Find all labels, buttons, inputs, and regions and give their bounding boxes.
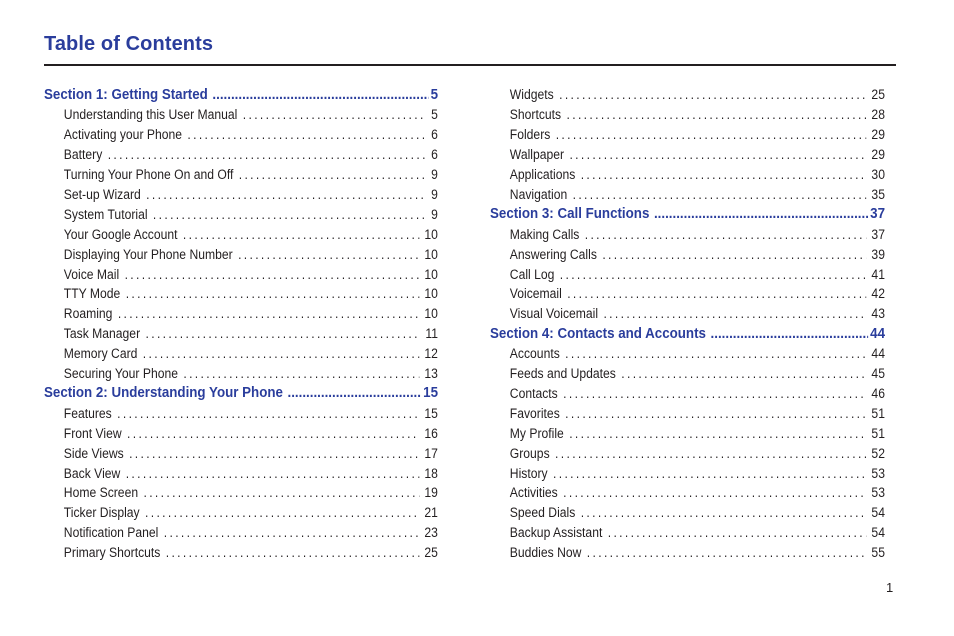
dot-leader: [117, 406, 419, 421]
page-reference: 9: [431, 187, 438, 202]
toc-entry[interactable]: [44, 463, 438, 483]
toc-entry[interactable]: [44, 264, 438, 284]
toc-section-heading[interactable]: [44, 383, 438, 403]
dot-leader: [187, 127, 425, 142]
page-reference: 18: [424, 465, 438, 481]
dot-leader: [559, 87, 866, 102]
toc-entry[interactable]: [44, 344, 438, 364]
dot-leader: [553, 466, 866, 481]
page-reference: 10: [424, 226, 438, 242]
entry-title: Set-up Wizard: [63, 187, 141, 202]
dot-leader: [126, 286, 419, 301]
page-reference: 9: [431, 206, 438, 222]
entry-title: Task Manager: [63, 326, 141, 342]
toc-entry[interactable]: [490, 523, 885, 543]
dot-leader: [183, 366, 419, 381]
page-reference: 28: [871, 107, 885, 123]
page-reference: 5: [431, 107, 438, 123]
toc-entry[interactable]: [44, 543, 438, 563]
page-reference: 39: [871, 246, 885, 262]
toc-entry[interactable]: [490, 224, 885, 244]
title-divider: [44, 64, 896, 66]
entry-title: Voice Mail: [63, 266, 120, 282]
dot-leader: [602, 247, 866, 262]
page-reference: 53: [871, 465, 885, 481]
page-reference: 5: [430, 87, 439, 103]
section-title: Section 3: Call Functions: [490, 206, 650, 223]
dot-leader: [143, 485, 419, 500]
entry-title: Home Screen: [63, 485, 139, 501]
page-reference: 6: [431, 147, 438, 163]
entry-title: Displaying Your Phone Number: [63, 246, 233, 262]
toc-entry[interactable]: [490, 384, 885, 404]
toc-entry[interactable]: [44, 523, 438, 543]
dot-leader: [238, 247, 419, 262]
toc-entry[interactable]: [490, 463, 885, 483]
page-reference: 29: [871, 127, 885, 143]
dot-leader: [569, 147, 866, 162]
entry-title: Feeds and Updates: [509, 366, 616, 382]
dot-leader: [563, 485, 866, 500]
page-reference: 13: [424, 366, 438, 382]
page-reference: 15: [424, 405, 438, 421]
page-reference: 35: [871, 186, 885, 202]
toc-section-heading[interactable]: [44, 85, 438, 105]
entry-title: Activities: [509, 485, 558, 501]
section-title: Section 2: Understanding Your Phone: [44, 385, 283, 402]
page-reference: 55: [871, 545, 885, 561]
dot-leader: [567, 286, 866, 301]
entry-title: Shortcuts: [509, 107, 562, 123]
page-reference: 6: [431, 127, 438, 143]
page-reference: 44: [870, 325, 886, 342]
toc-entry[interactable]: [490, 264, 885, 284]
toc-entry[interactable]: [490, 165, 885, 185]
toc-entry[interactable]: [44, 503, 438, 523]
toc-entry[interactable]: [490, 184, 885, 204]
toc-entry[interactable]: [490, 304, 885, 324]
entry-title: Features: [63, 405, 112, 421]
dot-leader: [608, 525, 866, 540]
entry-title: Buddies Now: [509, 545, 582, 561]
toc-entry[interactable]: [44, 125, 438, 145]
toc-entry[interactable]: [490, 364, 885, 384]
page-reference: 42: [871, 286, 885, 302]
dot-leader: [565, 406, 866, 421]
entry-title: Memory Card: [63, 346, 138, 362]
entry-title: Primary Shortcuts: [63, 545, 161, 561]
toc-entry[interactable]: [490, 423, 885, 443]
page-reference: 12: [424, 346, 438, 362]
dot-leader: [118, 306, 419, 321]
entry-title: Making Calls: [509, 226, 580, 242]
page-reference: 21: [424, 505, 438, 521]
toc-section-heading[interactable]: [490, 324, 885, 344]
dot-leader: [129, 446, 419, 461]
entry-title: Contacts: [509, 386, 558, 402]
toc-entry[interactable]: [490, 105, 885, 125]
entry-title: Speed Dials: [509, 505, 576, 521]
entry-title: Answering Calls: [509, 246, 597, 262]
dot-leader: [243, 107, 426, 122]
page-reference: 19: [424, 485, 438, 501]
toc-entry[interactable]: [490, 85, 885, 105]
dot-leader: [711, 326, 869, 342]
toc-entry[interactable]: [490, 344, 885, 364]
page-reference: 37: [870, 206, 886, 223]
toc-entry[interactable]: [490, 503, 885, 523]
toc-entry[interactable]: [490, 443, 885, 463]
dot-leader: [573, 187, 866, 202]
dot-leader: [581, 167, 866, 182]
entry-title: Your Google Account: [63, 226, 178, 242]
entry-title: TTY Mode: [63, 286, 121, 302]
page-title: Table of Contents: [44, 33, 214, 55]
entry-title: Folders: [509, 127, 551, 143]
dot-leader: [585, 227, 866, 242]
page-reference: 43: [871, 306, 885, 322]
dot-leader: [108, 147, 426, 162]
page-reference: 16: [424, 425, 438, 441]
dot-leader: [183, 227, 419, 242]
entry-title: Wallpaper: [509, 147, 565, 163]
entry-title: System Tutorial: [63, 206, 148, 222]
page-reference: 54: [871, 505, 885, 521]
page-reference: 25: [871, 87, 885, 103]
entry-title: Ticker Display: [63, 505, 140, 521]
toc-entry[interactable]: [490, 483, 885, 503]
page-reference: 30: [871, 167, 885, 182]
toc-entry[interactable]: [44, 483, 438, 503]
toc-entry[interactable]: [490, 543, 885, 563]
toc-entry[interactable]: [44, 204, 438, 224]
dot-leader: [288, 385, 422, 401]
toc-entry[interactable]: [44, 304, 438, 324]
dot-leader: [127, 426, 419, 441]
dot-leader: [565, 346, 866, 361]
dot-leader: [145, 505, 419, 520]
entry-title: Voicemail: [509, 286, 562, 302]
dot-leader: [164, 525, 419, 540]
toc-entry[interactable]: [44, 185, 438, 205]
page-reference: 9: [431, 167, 438, 183]
entry-title: Navigation: [509, 186, 568, 202]
toc-entry[interactable]: [44, 324, 438, 344]
dot-leader: [569, 426, 866, 441]
section-title: Section 4: Contacts and Accounts: [490, 325, 706, 342]
entry-title: Favorites: [509, 405, 560, 421]
toc-right-column: [490, 85, 885, 563]
page-reference: 44: [871, 346, 885, 362]
toc-entry[interactable]: [490, 244, 885, 264]
page-reference: 10: [424, 286, 438, 302]
entry-title: Groups: [509, 445, 550, 461]
toc-entry[interactable]: [44, 284, 438, 304]
dot-leader: [563, 386, 866, 401]
dot-leader: [146, 326, 420, 341]
page-reference: 51: [871, 425, 885, 441]
toc-entry[interactable]: [490, 145, 885, 165]
toc-entry[interactable]: [490, 125, 885, 145]
entry-title: Understanding this User Manual: [63, 107, 238, 123]
entry-title: Backup Assistant: [509, 525, 603, 541]
dot-leader: [143, 346, 419, 361]
page-reference: 51: [871, 405, 885, 421]
entry-title: Securing Your Phone: [63, 366, 178, 382]
page-reference: 45: [871, 366, 885, 382]
toc-entry[interactable]: [44, 224, 438, 244]
dot-leader: [166, 545, 419, 560]
toc-entry[interactable]: [44, 165, 438, 185]
dot-leader: [587, 545, 866, 560]
toc-entry[interactable]: [44, 403, 438, 423]
entry-title: Back View: [63, 465, 121, 481]
toc-entry[interactable]: [44, 105, 438, 125]
dot-leader: [212, 87, 428, 103]
page-reference: 23: [424, 525, 438, 541]
section-title: Section 1: Getting Started: [44, 87, 208, 103]
page-number: 1: [886, 580, 894, 595]
toc-entry[interactable]: [44, 244, 438, 264]
entry-title: Turning Your Phone On and Off: [63, 167, 234, 183]
dot-leader: [560, 267, 866, 282]
page-reference: 54: [871, 525, 885, 541]
toc-entry[interactable]: [490, 403, 885, 423]
toc-section-heading[interactable]: [490, 204, 885, 224]
toc-entry[interactable]: [44, 423, 438, 443]
entry-title: Applications: [509, 167, 576, 182]
dot-leader: [567, 107, 867, 122]
toc-entry[interactable]: [44, 364, 438, 384]
dot-leader: [153, 207, 426, 222]
page-reference: 10: [424, 266, 438, 282]
page-reference: 41: [871, 266, 885, 282]
page-reference: 52: [871, 445, 885, 461]
dot-leader: [125, 267, 419, 282]
entry-title: Activating your Phone: [63, 127, 183, 143]
dot-leader: [621, 366, 866, 381]
entry-title: Widgets: [509, 87, 554, 103]
page-reference: 37: [871, 226, 885, 242]
dot-leader: [581, 505, 866, 520]
dot-leader: [126, 466, 419, 481]
dot-leader: [146, 187, 426, 202]
toc-entry[interactable]: [44, 443, 438, 463]
entry-title: Side Views: [63, 445, 124, 461]
dot-leader: [555, 446, 866, 461]
page-reference: 46: [871, 386, 885, 402]
entry-title: Visual Voicemail: [509, 306, 599, 322]
entry-title: Front View: [63, 425, 122, 441]
page-reference: 15: [423, 385, 439, 402]
dot-leader: [654, 206, 868, 222]
toc-entry[interactable]: [44, 145, 438, 165]
page-reference: 53: [871, 485, 885, 501]
page-reference: 25: [424, 545, 438, 561]
toc-entry[interactable]: [490, 284, 885, 304]
entry-title: My Profile: [509, 425, 564, 441]
entry-title: Call Log: [509, 266, 555, 282]
dot-leader: [603, 306, 866, 321]
page-reference: 17: [424, 445, 438, 461]
dot-leader: [239, 167, 426, 182]
entry-title: Notification Panel: [63, 525, 159, 541]
dot-leader: [556, 127, 866, 142]
page-reference: 11: [425, 326, 438, 342]
entry-title: Battery: [63, 147, 103, 163]
entry-title: Roaming: [63, 306, 113, 322]
page-reference: 10: [424, 246, 438, 262]
entry-title: Accounts: [509, 346, 560, 362]
toc-left-column: [44, 85, 438, 563]
entry-title: History: [509, 465, 548, 481]
page-reference: 29: [871, 147, 885, 163]
page-reference: 10: [424, 306, 438, 322]
